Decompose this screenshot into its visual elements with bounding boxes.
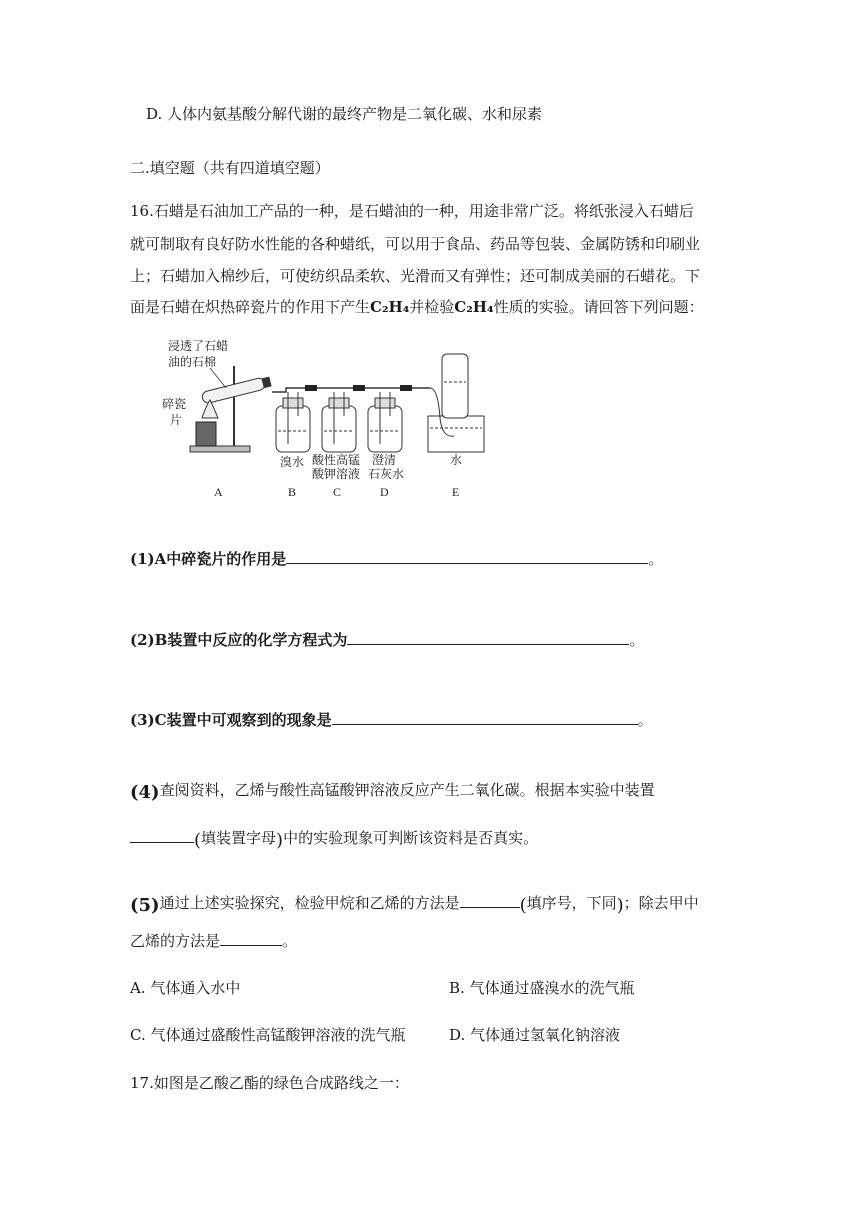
sub1-text: A中碎瓷片的作用是 xyxy=(154,550,287,568)
ethylene-formula: C₂H₄ xyxy=(370,298,410,316)
sub-question-3 xyxy=(130,708,653,730)
sub5-line1-post: ；除去甲中 xyxy=(623,894,699,912)
sub4-line1: 查阅资料，乙烯与酸性高锰酸钾溶液反应产生二氧化碳。根据本实验中装置 xyxy=(159,781,655,799)
sub-question-4-line1 xyxy=(130,780,655,803)
bottle-c xyxy=(322,392,356,452)
option-b: B. 气体通过盛溴水的洗气瓶 xyxy=(449,979,635,997)
sub1-number: (1) xyxy=(130,550,155,568)
sub4-line2-post: 中的实验现象可判断该资料是否真实。 xyxy=(283,829,539,847)
answer-blank-3[interactable] xyxy=(332,708,638,725)
q16-line4 xyxy=(130,297,704,317)
flame-icon xyxy=(202,400,218,418)
apparatus-diagram xyxy=(160,336,500,506)
sub3-end: 。 xyxy=(637,711,653,729)
sub2-number: (2) xyxy=(130,631,155,649)
option-a: A. 气体通入水中 xyxy=(130,979,241,997)
label-c-1: 酸性高锰 xyxy=(312,453,361,467)
sub4-number: (4) xyxy=(130,782,160,803)
sub-question-5-line2 xyxy=(130,929,297,951)
label-b: 溴水 xyxy=(280,455,305,469)
stand-base xyxy=(190,446,250,452)
label-cotton-2: 油的石棉 xyxy=(168,355,217,369)
answer-blank-4[interactable] xyxy=(130,826,194,843)
previous-option-d: D. 人体内氨基酸分解代谢的最终产物是二氧化碳、水和尿素 xyxy=(146,105,543,123)
sub3-number: (3) xyxy=(130,711,155,729)
sub2-end: 。 xyxy=(629,631,645,649)
test-tube xyxy=(201,376,272,405)
letter-b: B xyxy=(288,485,297,499)
label-porcelain-1: 碎瓷 xyxy=(162,397,187,411)
sub4-hint: 填装置字母 xyxy=(201,829,277,847)
q16-line4-pre: 面是石蜡在炽热碎瓷片的作用下产生 xyxy=(130,298,371,316)
q16-line4-post: 性质的实验。请回答下列问题： xyxy=(493,298,704,316)
label-d-1: 澄清 xyxy=(372,453,397,467)
answer-blank-1[interactable] xyxy=(286,547,648,564)
option-c: C. 气体通过盛酸性高锰酸钾溶液的洗气瓶 xyxy=(130,1026,406,1044)
sub3-text: C装置中可观察到的现象是 xyxy=(154,711,332,729)
sub-question-4-line2: (填装置字母)中的实验现象可判断该资料是否真实。 xyxy=(130,826,538,848)
letter-a: A xyxy=(214,485,223,499)
label-c-2: 酸钾溶液 xyxy=(312,467,361,481)
q17-line1: 17.如图是乙酸乙酯的绿色合成路线之一： xyxy=(130,1074,409,1092)
q16-line2: 就可制取有良好防水性能的各种蜡纸，可以用于食品、药品等包装、金属防锈和印刷业 xyxy=(130,235,701,253)
option-d: D. 气体通过氢氧化钠溶液 xyxy=(449,1026,621,1044)
q16-line3: 上；石蜡加入棉纱后，可使纺织品柔软、光滑而又有弹性；还可制成美丽的石蜡花。下 xyxy=(130,267,701,285)
answer-blank-2[interactable] xyxy=(347,628,629,645)
sub5-hint: 填序号，下同 xyxy=(526,894,617,912)
sub1-end: 。 xyxy=(648,550,664,568)
sub2-text: B装置中反应的化学方程式为 xyxy=(154,631,348,649)
sub-question-5-line1: (5)通过上述实验探究，检验甲烷和乙烯的方法是 (填序号，下同)；除去甲中 xyxy=(130,891,699,913)
answer-blank-5b[interactable] xyxy=(220,929,282,946)
label-d-2: 石灰水 xyxy=(368,467,405,481)
letter-c: C xyxy=(333,485,342,499)
label-e: 水 xyxy=(450,453,463,467)
letter-e: E xyxy=(452,485,460,499)
water-trough-e xyxy=(428,354,484,452)
label-cotton-1: 浸透了石蜡 xyxy=(168,339,229,353)
ethylene-formula-2: C₂H₄ xyxy=(454,298,494,316)
bottle-b xyxy=(276,392,310,452)
sub-question-2 xyxy=(130,628,644,650)
answer-blank-5a[interactable] xyxy=(460,891,520,908)
sub5-line2-pre: 乙烯的方法是 xyxy=(130,932,221,950)
sub-question-1 xyxy=(130,547,663,569)
sub5-line2-end: 。 xyxy=(282,932,298,950)
heater-block xyxy=(196,422,216,446)
section-title: 二.填空题（共有四道填空题） xyxy=(130,159,330,177)
sub5-number: (5) xyxy=(130,895,160,916)
q16-line1: 16.石蜡是石油加工产品的一种，是石蜡油的一种，用途非常广泛。将纸张浸入石蜡后 xyxy=(130,202,694,220)
label-porcelain-2: 片 xyxy=(170,413,183,427)
sub5-line1-pre: 通过上述实验探究，检验甲烷和乙烯的方法是 xyxy=(159,894,460,912)
bottle-d xyxy=(368,392,402,452)
q16-line4-mid: 并检验 xyxy=(409,298,455,316)
letter-d: D xyxy=(380,485,389,499)
